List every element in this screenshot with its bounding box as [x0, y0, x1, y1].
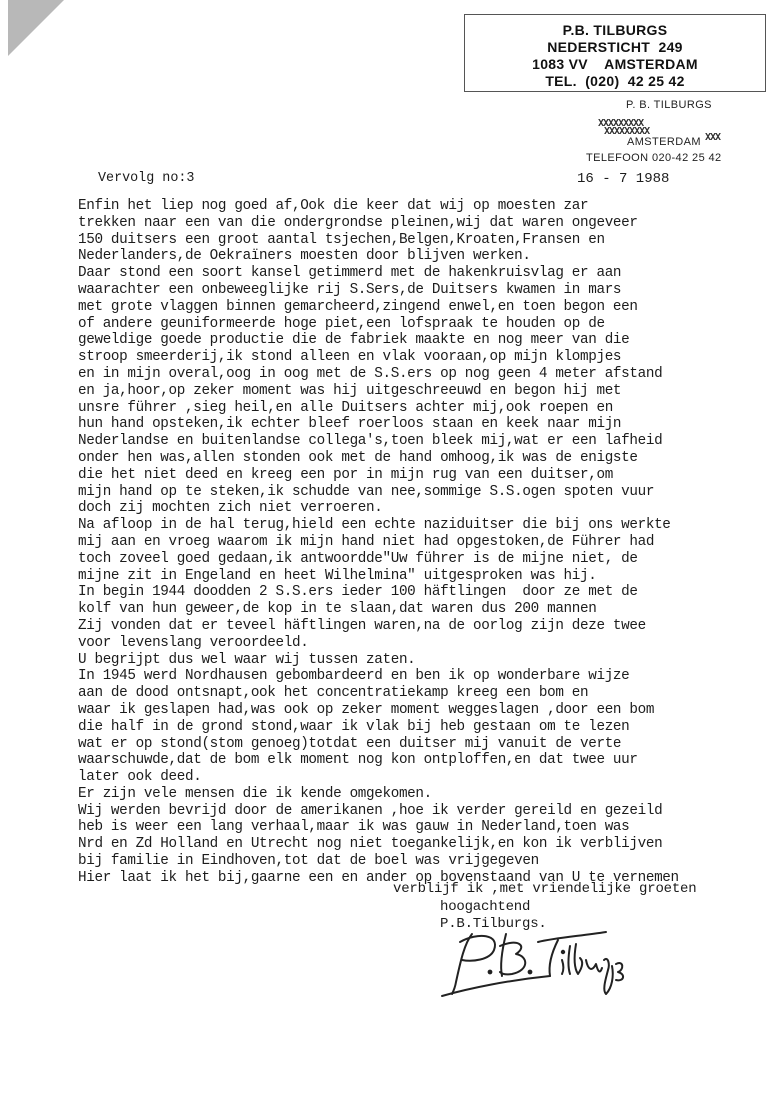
stamp-phone: TEL. (020) 42 25 42 [545, 73, 685, 89]
body-line: of andere geuniformeerde hoge piet,een lofspraak te houden op de [78, 315, 605, 332]
body-line: 150 duitsers een groot aantal tsjechen,Belgen,Kroaten,Fransen en [78, 231, 605, 248]
body-line: U begrijpt dus wel waar wij tussen zaten. [78, 651, 416, 668]
body-line: trekken naar een van die ondergrondse pleinen,wij dat waren ongeveer [78, 214, 638, 231]
overtyped-address-2: XXXXXXXXX [604, 126, 650, 137]
body-line: die het niet deed en kreeg een por in mijn rug van een duitser,om [78, 466, 613, 483]
letterhead-city: AMSTERDAM [627, 136, 701, 148]
body-line: waarschuwde,dat de bom elk moment nog kon ontploffen,en dat twee uur [78, 752, 638, 769]
body-line: Nrd en Zd Holland en Utrecht nog niet toegankelijk,en kon ik verblijven [78, 836, 663, 853]
body-line: In begin 1944 doodden 2 S.S.ers ieder 100 häftlingen door ze met de [78, 584, 638, 601]
overtyped-address: XXXXXXXXX [598, 118, 644, 129]
body-line: bij familie in Eindhoven,tot dat de boel was vrijgegeven [78, 853, 539, 870]
body-line: Hier laat ik het bij,gaarne een en ander op bovenstaand van U te vernemen [78, 869, 679, 886]
letterhead-phone: TELEFOON 020-42 25 42 [586, 152, 722, 164]
letterhead-name: P. B. TILBURGS [626, 99, 712, 111]
page-label: Vervolg no:3 [98, 171, 195, 186]
closing-greeting: verblijf ik ,met vriendelijke groeten [393, 881, 697, 897]
overtyped-address-3: XXX [705, 132, 721, 143]
handwritten-signature [430, 920, 640, 1000]
body-line: heb is weer een lang verhaal,maar ik was gauw in Nederland,toen was [78, 819, 630, 836]
body-line: hun hand opsteken,ik echter bleef roerloos staan en keek naar mijn [78, 416, 622, 433]
body-line: Zij vonden dat er teveel häftlingen waren,na de oorlog zijn deze twee [78, 617, 646, 634]
body-line: aan de dood ontsnapt,ook het concentratiekamp kreeg een bom en [78, 685, 589, 702]
body-line: Nederlandse en buitenlandse collega's,toen bleek mij,wat er een lafheid [78, 433, 663, 450]
body-line: geweldige goede productie die de fabriek maakte en nog meer van die [78, 332, 630, 349]
body-line: Enfin het liep nog goed af,Ook die keer dat wij op moesten zar [78, 198, 589, 214]
body-line: die half in de grond stond,waar ik vlak bij heb gestaan om te lezen [78, 718, 630, 735]
body-line: In 1945 werd Nordhausen gebombardeerd en ben ik op wonderbare wijze [78, 668, 630, 685]
stamp-city: 1083 VV AMSTERDAM [532, 56, 698, 72]
body-line: voor levenslang veroordeeld. [78, 634, 309, 651]
body-line: mij aan en vroeg waarom ik mijn hand niet had opgestoken,de Führer had [78, 533, 655, 550]
stamp-street: NEDERSTICHT 249 [547, 39, 683, 55]
address-stamp [464, 14, 766, 92]
body-line: Wij werden bevrijd door de amerikanen ,hoe ik verder gereild en gezeild [78, 802, 663, 819]
body-line: kolf van hun geweer,de kop in te slaan,dat waren dus 200 mannen [78, 601, 597, 618]
body-line: toch zoveel goed gedaan,ik antwoordde"Uw führer is de mijne niet, de [78, 550, 638, 567]
closing-typed-name: P.B.Tilburgs. [440, 916, 547, 932]
body-line: Daar stond een soort kansel getimmerd met de hakenkruisvlag er aan [78, 265, 622, 282]
body-line: Na afloop in de hal terug,hield een echte naziduitser die bij ons werkte [78, 517, 671, 534]
body-line: onder hen was,allen stonden ook met de hand omhoog,ik was de enigste [78, 449, 638, 466]
body-line: en ja,hoor,op zeker moment was hij uitgeschreeuwd en begon hij met [78, 382, 622, 399]
letter-body [78, 198, 770, 887]
body-line: unsre führer ,sieg heil,en alle Duitsers achter mij,ook roepen en [78, 399, 613, 416]
body-line: stroop smeerderij,ik stond alleen en vlak vooraan,op mijn klompjes [78, 349, 622, 366]
body-line: doch zij mochten zich niet verroeren. [78, 500, 383, 517]
body-line: mijne zit in Engeland en heet Wilhelmina" uitgesproken was hij. [78, 567, 597, 584]
stamp-name: P.B. TILBURGS [562, 22, 668, 38]
closing-regards: hoogachtend [440, 898, 531, 915]
body-line: mijn hand op te steken,ik schudde van nee,sommige S.S.ogen spoten vuur [78, 483, 655, 500]
body-line: en in mijn overal,oog in oog met de S.S.ers op nog geen 4 meter afstand [78, 365, 663, 382]
body-line: Er zijn vele mensen die ik kende omgekomen. [78, 785, 432, 802]
body-line: wat er op stond(stom genoeg)totdat een duitser mij vanuit de verte [78, 735, 622, 752]
body-line: waarachter een onbeweeglijke rij S.Sers,de Duitsers kwamen in mars [78, 281, 622, 298]
letter-date: 16 - 7 1988 [577, 171, 670, 187]
folded-corner [8, 0, 64, 56]
body-line: waar ik geslapen had,was ook op zeker moment weggeslagen ,door een bom [78, 701, 655, 718]
body-line: met grote vlaggen binnen gemarcheerd,zingend enwel,en toen begon een [78, 298, 638, 315]
body-line: Nederlanders,de Oekraïners moesten door blijven werken. [78, 248, 531, 265]
body-line: later ook deed. [78, 769, 202, 786]
